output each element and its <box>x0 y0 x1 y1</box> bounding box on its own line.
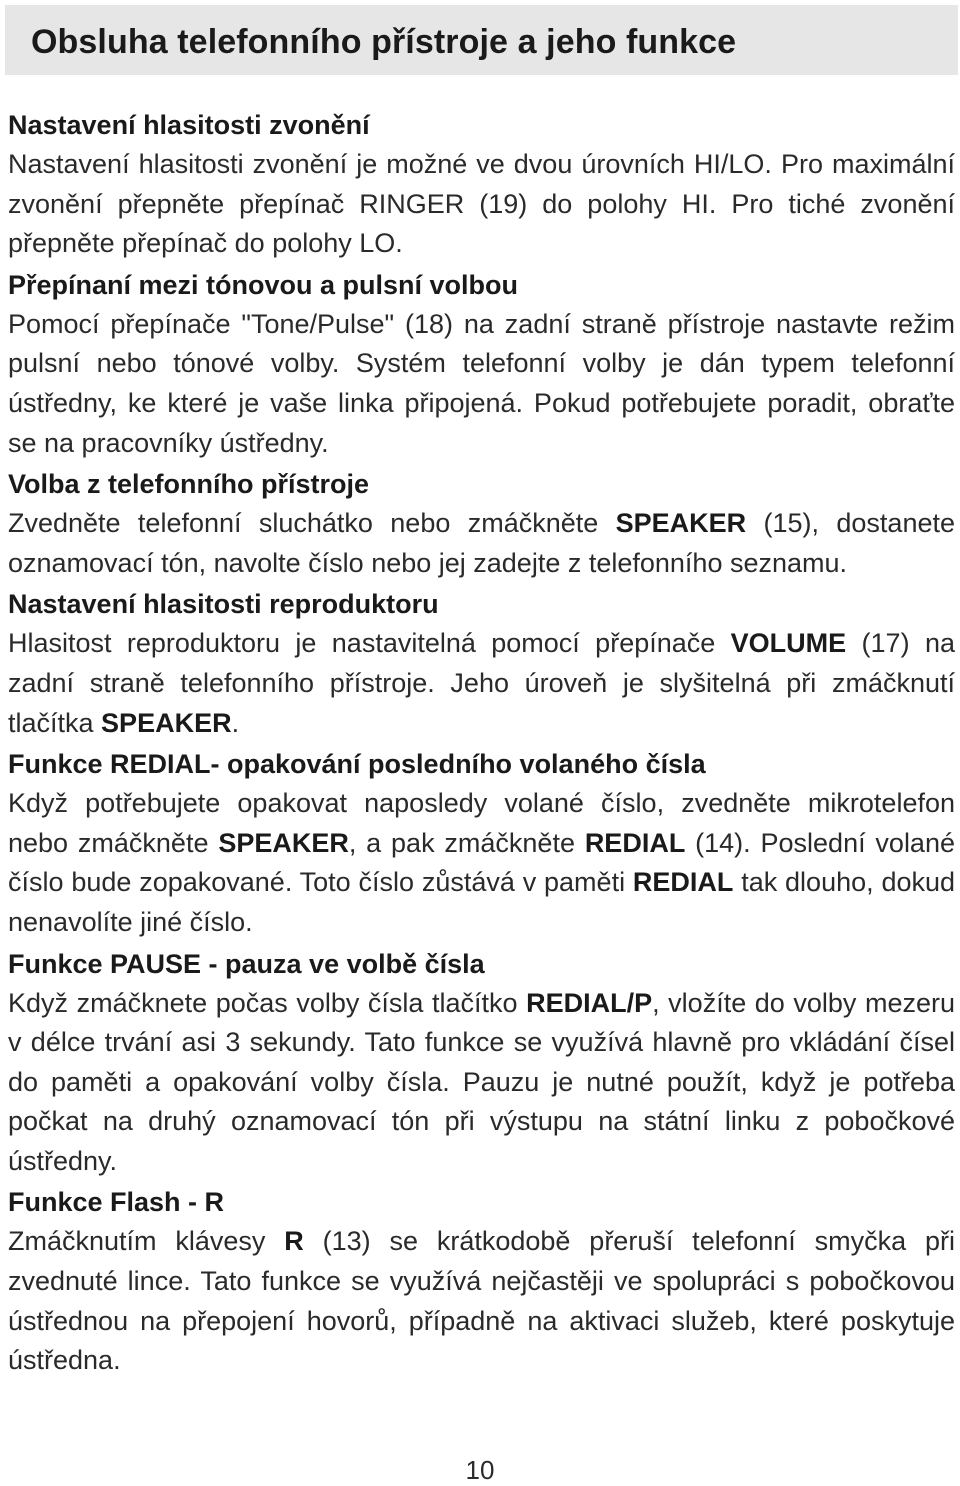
section-heading: Funkce PAUSE - pauza ve volbě čísla <box>8 948 485 979</box>
section-heading: Funkce Flash - R <box>8 1187 225 1218</box>
section-heading: Nastavení hlasitosti zvonění <box>8 110 370 140</box>
text-run: . <box>231 707 240 738</box>
section-funkce-pause-pauza-ve-volbe-cisla <box>8 945 955 1182</box>
section-funkce-flash-r <box>8 1183 955 1380</box>
bold-term: SPEAKER <box>101 707 232 738</box>
section-nastaveni-hlasitosti-reproduktoru <box>8 585 955 743</box>
bold-term: VOLUME <box>730 628 847 659</box>
section-paragraph <box>8 784 955 942</box>
page-header <box>5 5 958 75</box>
document-body <box>8 106 955 1383</box>
bold-term: REDIAL <box>632 867 734 898</box>
text-run: Když zmáčknete počas volby čísla tlačítko <box>8 987 527 1018</box>
text-run: Když potřebujete opakovat naposledy volané číslo, zvedněte mikrotelefon nebo zmáčkněte <box>8 788 955 858</box>
text-run: , a pak zmáčkněte <box>348 827 585 858</box>
text-run: tak dlouho, dokud nenavolíte jiné číslo. <box>8 867 956 937</box>
text-run: , vložíte do volby mezeru v délce trvání asi 3 sekundy. Tato funkce se využívá hlavně pro vkládání čísel do paměti a opakování volby čísla. Pauzu je nutné použít, když je potřeba počkat na druhý oznamovací tón při výstupu na státní linku z pobočkové ústředny. <box>8 987 955 1176</box>
section-paragraph <box>8 504 955 583</box>
section-prepinani-mezi-tonovou-a-pulsni-volbou <box>8 266 955 463</box>
text-run: (13) se krátkodobě přeruší telefonní smyčka při zvednuté lince. Tato funkce se využívá nejčastěji ve spolupráci s pobočkovou ústřednou na přepojení hovorů, případně na aktivaci služeb, které poskytuje ústředna. <box>8 1226 955 1376</box>
section-heading: Nastavení hlasitosti reproduktoru <box>8 589 439 620</box>
text-run: (17) na zadní straně telefonního přístroje. Jeho úroveň je slyšitelná při zmáčknutí tlačítka <box>8 628 955 738</box>
section-paragraph <box>8 984 955 1182</box>
text-run: Zmáčknutím klávesy <box>8 1226 285 1257</box>
text-run: (15), dostanete oznamovací tón, navolte číslo nebo jej zadejte z telefonního seznamu. <box>8 508 956 578</box>
text-run: Hlasitost reproduktoru je nastavitelná pomocí přepínače <box>8 628 731 659</box>
bold-term: SPEAKER <box>615 508 747 539</box>
text-run: Nastavení hlasitosti zvonění je možné ve dvou úrovních HI/LO. Pro maximální zvonění přepněte přepínač RINGER (19) do polohy HI. Pro tiché zvonění přepněte přepínač do polohy LO. <box>8 149 955 259</box>
bold-term: REDIAL <box>584 827 686 858</box>
section-heading: Funkce REDIAL- opakování posledního volaného čísla <box>8 749 706 780</box>
text-run: Zvedněte telefonní sluchátko nebo zmáčkněte <box>8 508 616 539</box>
text-run: Pomocí přepínače "Tone/Pulse" (18) na zadní straně přístroje nastavte režim pulsní nebo tónové volby. Systém telefonní volby je dán typem telefonní ústředny, ke které je vaše linka připojená. Pokud potřebujete poradit, obraťte se na pracovníky ústředny. <box>8 308 955 458</box>
section-paragraph <box>8 624 955 743</box>
section-nastaveni-hlasitosti-zvoneni <box>8 106 955 264</box>
section-volba-z-telefonniho-pristroje <box>8 465 955 583</box>
section-paragraph <box>8 305 955 463</box>
section-paragraph <box>8 145 955 264</box>
bold-term: R <box>284 1226 304 1257</box>
bold-term: REDIAL/P <box>526 987 653 1018</box>
text-run: (14). Poslední volané číslo bude zopakované. Toto číslo zůstává v paměti <box>8 827 955 898</box>
page-number: 10 <box>465 1455 495 1485</box>
section-heading: Volba z telefonního přístroje <box>8 469 370 500</box>
page-title: Obsluha telefonního přístroje a jeho funkce <box>31 23 737 61</box>
section-funkce-redial-opakovani-posledniho-volaneho-cisla <box>8 745 955 942</box>
section-paragraph <box>8 1222 955 1380</box>
section-heading: Přepínaní mezi tónovou a pulsní volbou <box>8 269 519 300</box>
bold-term: SPEAKER <box>218 827 349 858</box>
